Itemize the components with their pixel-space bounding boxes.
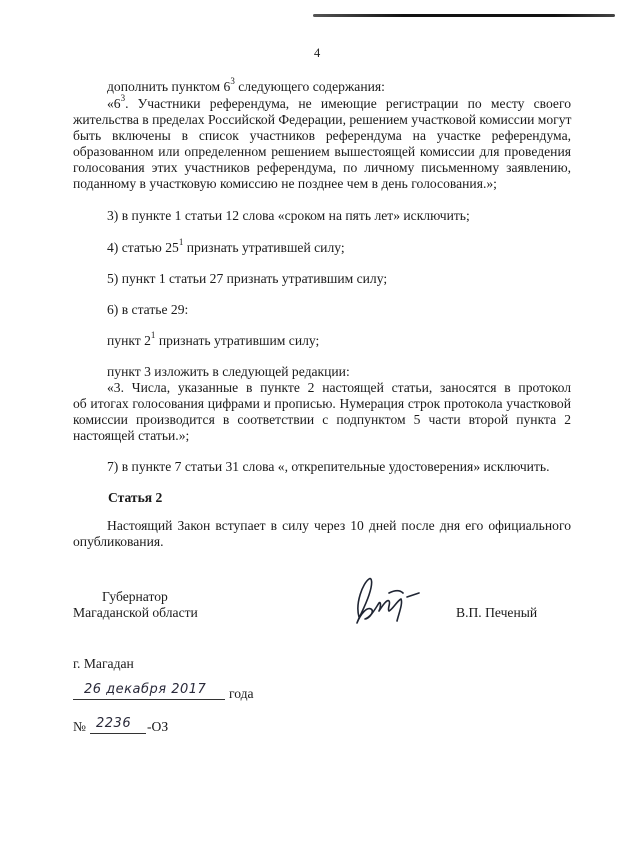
- quote-6-3-line-6: поданному в участковую комиссию не позднее чем в день голосования.»;: [73, 176, 497, 191]
- item-4-superscript: 1: [178, 237, 184, 248]
- signatory-name: В.П. Печеный: [456, 605, 538, 620]
- item-4-text: 4) статью 25: [107, 240, 179, 255]
- article-2-line-2: опубликования.: [73, 534, 164, 549]
- intro-superscript: 3: [230, 76, 235, 87]
- signatory-title-1: Губернатор: [102, 589, 168, 604]
- quote-6-3-line-1: [107, 93, 571, 112]
- article-2-heading: Статья 2: [108, 490, 163, 505]
- point-3-intro: пункт 3 изложить в следующей редакции:: [107, 364, 350, 379]
- point-2-1-superscript: 1: [150, 330, 156, 341]
- quote-3-line-1: «3. Числа, указанные в пункте 2 настоящей статьи, заносятся в протокол: [107, 380, 571, 395]
- item-7: 7) в пункте 7 статьи 31 слова «, открепительные удостоверения» исключить.: [107, 459, 550, 474]
- number-suffix: -ОЗ: [147, 719, 169, 734]
- handwritten-number: 2236: [96, 716, 132, 731]
- signatory-title-2: Магаданской области: [73, 605, 198, 620]
- paragraph-intro: [107, 76, 385, 95]
- number-prefix: №: [73, 719, 86, 734]
- date-underline: [73, 699, 225, 700]
- quote-superscript: 3: [120, 93, 126, 104]
- quote-6-3-line-4: образованном или определенном решением вышестоящей комиссии для проведения: [73, 144, 571, 159]
- point-2-1-text-end: признать утратившим силу;: [155, 333, 320, 348]
- quote-6-3-line-5: голосования этих участников референдума, по личному письменному заявлению,: [73, 160, 571, 175]
- page-number: 4: [314, 46, 321, 60]
- item-6: 6) в статье 29:: [107, 302, 189, 317]
- quote-6-3-line-2: жительства в пределах Российской Федерации, решением участковой комиссии могут: [73, 112, 572, 127]
- quote-6-3-line-3: быть включены в список участников референдума на участке референдума,: [73, 128, 571, 143]
- intro-text-end: следующего содержания:: [234, 79, 385, 94]
- item-4: [107, 237, 345, 256]
- place-of-signing: г. Магадан: [73, 656, 134, 671]
- article-2-line-1: Настоящий Закон вступает в силу через 10 дней после дня его официального: [107, 518, 571, 533]
- intro-text: дополнить пунктом 6: [107, 79, 231, 94]
- item-5: 5) пункт 1 статьи 27 признать утратившим силу;: [107, 271, 388, 286]
- handwritten-signature: [345, 573, 425, 635]
- point-2-1-text: пункт 2: [107, 333, 151, 348]
- quote-3-line-4: настоящей статьи.»;: [73, 428, 190, 443]
- item-3: 3) в пункте 1 статьи 12 слова «сроком на пять лет» исключить;: [107, 208, 470, 223]
- quote-3-line-3: комиссии производится в соответствии с подпунктом 5 части второй пункта 2: [73, 412, 571, 427]
- handwritten-date: 26 декабря 2017: [84, 682, 207, 697]
- quote-3-line-2: об итогах голосования цифрами и прописью. Нумерация строк протокола участковой: [73, 396, 571, 411]
- quote-open: «6: [107, 96, 121, 111]
- point-2-1: [107, 330, 320, 349]
- quote-line-text: . Участники референдума, не имеющие регистрации по месту своего: [125, 96, 571, 111]
- number-underline: [90, 733, 146, 734]
- scan-edge-mark: [313, 14, 615, 17]
- date-suffix: года: [229, 686, 254, 701]
- item-4-text-end: признать утратившей силу;: [183, 240, 345, 255]
